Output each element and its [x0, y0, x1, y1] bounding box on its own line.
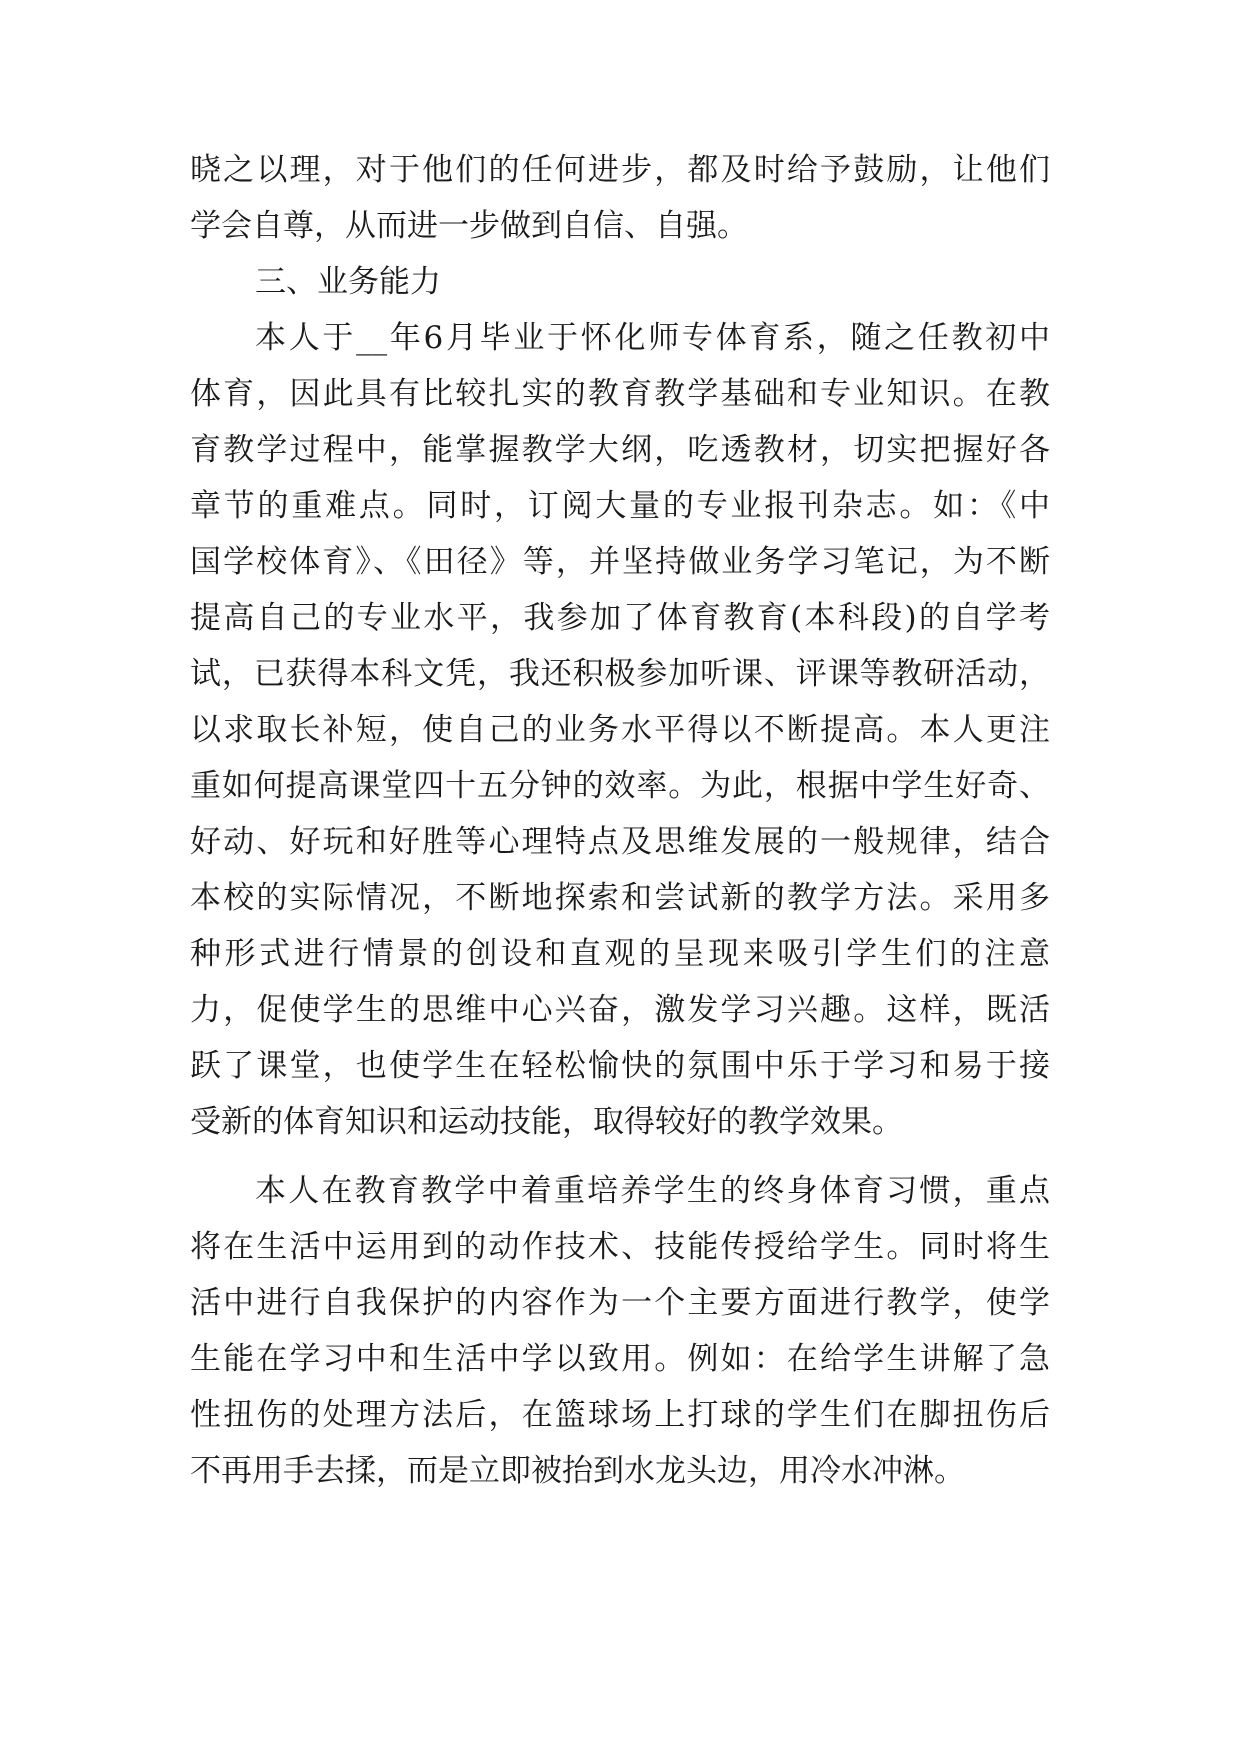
paragraph-line: 性扭伤的处理方法后，在篮球场上打球的学生们在脚扭伤后 [190, 1397, 1050, 1433]
paragraph-line: 重如何提高课堂四十五分钟的效率。为此，根据中学生好奇、 [190, 768, 1050, 804]
paragraph-line: 学会自尊，从而进一步做到自信、自强。 [190, 208, 748, 244]
paragraph-line: 国学校体育》、《田径》等，并坚持做业务学习笔记，为不断 [190, 544, 1050, 580]
paragraph-line: 以求取长补短，使自己的业务水平得以不断提高。本人更注 [190, 712, 1050, 748]
paragraph-line: 活中进行自我保护的内容作为一个主要方面进行教学，使学 [190, 1285, 1050, 1321]
paragraph-line: 种形式进行情景的创设和直观的呈现来吸引学生们的注意 [190, 936, 1050, 972]
paragraph-line: 试，已获得本科文凭，我还积极参加听课、评课等教研活动， [190, 656, 1050, 692]
paragraph-line: 好动、好玩和好胜等心理特点及思维发展的一般规律，结合 [190, 824, 1050, 860]
paragraph-line: 本校的实际情况，不断地探索和尝试新的教学方法。采用多 [190, 880, 1050, 916]
paragraph-line: 育教学过程中，能掌握教学大纲，吃透教材，切实把握好各 [190, 432, 1050, 468]
paragraph-line: 本人于__年6月毕业于怀化师专体育系，随之任教初中 [255, 320, 1050, 356]
paragraph-line: 将在生活中运用到的动作技术、技能传授给学生。同时将生 [190, 1229, 1050, 1265]
paragraph-line: 受新的体育知识和运动技能，取得较好的教学效果。 [190, 1104, 903, 1140]
paragraph-line: 体育，因此具有比较扎实的教育教学基础和专业知识。在教 [190, 376, 1050, 412]
paragraph-line: 晓之以理，对于他们的任何进步，都及时给予鼓励，让他们 [190, 152, 1050, 188]
paragraph-line: 本人在教育教学中着重培养学生的终身体育习惯，重点 [255, 1173, 1050, 1209]
paragraph-line: 提高自己的专业水平，我参加了体育教育(本科段)的自学考 [190, 600, 1050, 636]
paragraph-line: 章节的重难点。同时，订阅大量的专业报刊杂志。如：《中 [190, 488, 1050, 524]
paragraph-line: 生能在学习中和生活中学以致用。例如：在给学生讲解了急 [190, 1341, 1050, 1377]
paragraph-line: 跃了课堂，也使学生在轻松愉快的氛围中乐于学习和易于接 [190, 1048, 1050, 1084]
section-heading: 三、业务能力 [255, 264, 441, 300]
paragraph-line: 力，促使学生的思维中心兴奋，激发学习兴趣。这样，既活 [190, 992, 1050, 1028]
paragraph-line: 不再用手去揉，而是立即被抬到水龙头边，用冷水冲淋。 [190, 1453, 965, 1489]
